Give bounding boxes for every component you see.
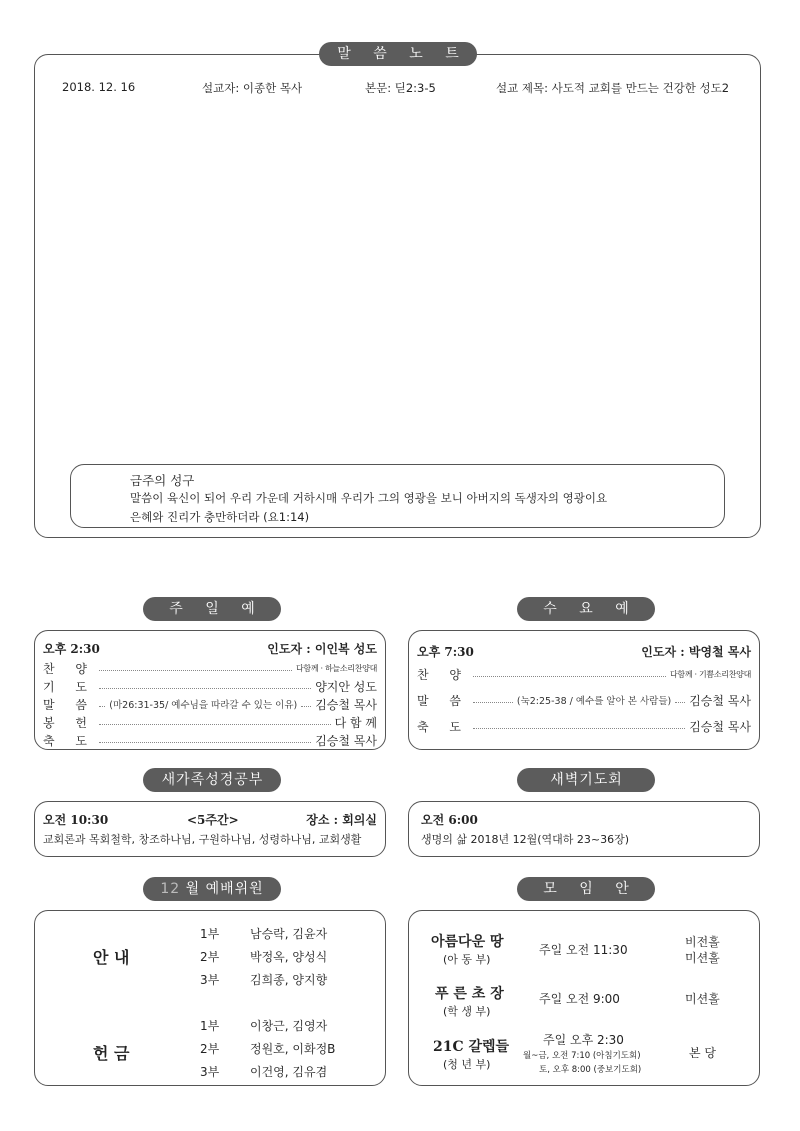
sermon-preacher: 설교자: 이종한 목사 — [202, 81, 303, 95]
sermon-title: 설교 제목: 사도적 교회를 만드는 건강한 성도2 — [496, 81, 730, 95]
family-study-time: 오전 10:30 — [43, 813, 109, 827]
committee-part: 3부 — [200, 1065, 220, 1079]
order-row — [43, 695, 377, 713]
order-label-char: 씀 — [75, 697, 87, 712]
order-row — [417, 665, 751, 683]
sunday-service-box — [34, 630, 386, 750]
order-scripture: (눅2:25-38 / 예수를 알아 본 사람들) — [516, 696, 672, 707]
order-label-char: 말 — [43, 697, 55, 712]
wednesday-service-title: 수 요 예 배 — [517, 597, 655, 621]
family-study-weeks: <5주간> — [187, 813, 239, 827]
family-study-topics: 교회론과 목회철학, 창조하나님, 구원하나님, 성령하나님, 교회생활 — [43, 833, 362, 846]
order-person: 다함께 · 기쁨소리찬양대 — [669, 669, 751, 679]
dot-leader — [301, 706, 311, 707]
order-label-char: 찬 — [417, 667, 429, 682]
dawn-time: 오전 6:00 — [421, 813, 478, 827]
dot-leader — [473, 676, 666, 677]
meetings-title: 모 임 안 내 — [517, 877, 655, 901]
meeting-time: 주일 오전 11:30 — [539, 943, 628, 957]
meeting-sub: (학 생 부) — [443, 1005, 491, 1018]
meeting-sub: (아 동 부) — [443, 953, 491, 966]
meeting-schedule-saturday: 토, 오후 8:00 (중보기도회) — [539, 1065, 642, 1075]
committee-names: 이건영, 김유겸 — [250, 1065, 328, 1079]
order-label — [43, 714, 95, 731]
wednesday-time: 오후 7:30 — [417, 645, 474, 659]
order-label — [43, 660, 95, 677]
order-label — [417, 718, 469, 735]
order-row — [43, 731, 377, 749]
sunday-time: 오후 2:30 — [43, 642, 100, 656]
weekly-verse-line2: 은혜와 진리가 충만하더라 (요1:14) — [130, 510, 310, 524]
order-row — [43, 659, 377, 677]
committee-names: 김희종, 양지향 — [250, 973, 328, 987]
sermon-passage: 본문: 딛2:3-5 — [365, 81, 436, 95]
meeting-time: 주일 오전 9:00 — [539, 992, 620, 1006]
order-person: 다함께 · 하늘소리찬양대 — [295, 663, 377, 673]
committee-names: 남승락, 김윤자 — [250, 927, 328, 941]
sunday-leader: 인도자 : 이인복 성도 — [267, 642, 377, 656]
meeting-sub: (청 년 부) — [443, 1058, 491, 1071]
order-label-char: 양 — [449, 667, 461, 682]
order-person: 김승철 목사 — [689, 719, 751, 734]
wednesday-leader: 인도자 : 박영철 목사 — [641, 645, 751, 659]
meeting-time: 주일 오후 2:30 — [543, 1033, 624, 1047]
order-person: 김승철 목사 — [689, 693, 751, 708]
order-label-char: 축 — [43, 733, 55, 748]
order-row — [43, 677, 377, 695]
order-label-char: 도 — [75, 679, 87, 694]
dot-leader — [99, 688, 311, 689]
committee-title — [143, 877, 281, 901]
dot-leader — [99, 742, 311, 743]
order-label-char: 봉 — [43, 715, 55, 730]
meeting-place: 미션홀 — [685, 951, 720, 965]
sunday-service-title: 주 일 예 배 — [143, 597, 281, 621]
order-label — [417, 692, 469, 709]
order-person: 김승철 목사 — [315, 697, 377, 712]
order-label-char: 헌 — [75, 715, 87, 730]
meeting-name: 아름다운 땅 — [431, 934, 504, 950]
order-label-char: 축 — [417, 719, 429, 734]
order-label-char: 찬 — [43, 661, 55, 676]
meeting-place: 본 당 — [689, 1046, 716, 1060]
committee-part: 2부 — [200, 950, 220, 964]
wednesday-service-box — [408, 630, 760, 750]
meeting-schedule-weekday: 월~금, 오전 7:10 (아침기도회) — [523, 1051, 641, 1061]
order-row — [417, 717, 751, 735]
order-row — [43, 713, 377, 731]
committee-part: 2부 — [200, 1042, 220, 1056]
committee-names: 이창근, 김영자 — [250, 1019, 328, 1033]
order-person: 양지안 성도 — [315, 679, 377, 694]
weekly-verse-line1: 말씀이 육신이 되어 우리 가운데 거하시매 우리가 그의 영광을 보니 아버지의 독생자의 영광이요 — [130, 491, 608, 505]
weekly-verse-heading: 금주의 성구 — [130, 473, 195, 488]
sermon-note-title: 말 씀 노 트 — [319, 42, 477, 66]
family-study-title: 새가족성경공부 — [143, 768, 281, 792]
order-row — [417, 691, 751, 709]
committee-group-label: 헌 금 — [93, 1044, 130, 1063]
committee-names: 박정옥, 양성식 — [250, 950, 328, 964]
meetings-box — [408, 910, 760, 1086]
meeting-name: 21C 갈렙들 — [433, 1039, 510, 1055]
dawn-desc: 생명의 삶 2018년 12월(역대하 23~36장) — [421, 833, 630, 846]
order-label — [417, 666, 469, 683]
order-label-char: 말 — [417, 693, 429, 708]
order-label — [43, 696, 95, 713]
order-label-char: 씀 — [449, 693, 461, 708]
order-person: 김승철 목사 — [315, 733, 377, 748]
meeting-place: 비전홀 — [685, 935, 720, 949]
committee-month: 12 — [160, 881, 181, 897]
dot-leader — [99, 724, 331, 725]
family-study-box — [34, 801, 386, 857]
order-label-char: 도 — [449, 719, 461, 734]
dot-leader — [675, 702, 685, 703]
order-person: 다 함 께 — [334, 715, 377, 730]
order-label — [43, 732, 95, 749]
meeting-name: 푸 른 초 장 — [435, 986, 504, 1002]
dawn-prayer-box — [408, 801, 760, 857]
dot-leader — [473, 728, 685, 729]
dawn-prayer-title: 새벽기도회 — [517, 768, 655, 792]
committee-title-text: 월 예배위원 — [180, 881, 264, 897]
dot-leader — [99, 670, 292, 671]
meeting-place: 미션홀 — [685, 992, 720, 1006]
family-study-place: 장소 : 회의실 — [306, 813, 377, 827]
committee-part: 1부 — [200, 927, 220, 941]
order-label-char: 양 — [75, 661, 87, 676]
dot-leader — [99, 706, 105, 707]
order-scripture: (마26:31-35/ 예수님을 따라갈 수 있는 이유) — [109, 700, 298, 711]
committee-group-label: 안 내 — [93, 948, 130, 967]
sermon-date: 2018. 12. 16 — [62, 80, 136, 94]
order-label — [43, 678, 95, 695]
dot-leader — [473, 702, 513, 703]
committee-part: 1부 — [200, 1019, 220, 1033]
committee-box — [34, 910, 386, 1086]
committee-part: 3부 — [200, 973, 220, 987]
order-label-char: 기 — [43, 679, 55, 694]
committee-names: 정원호, 이화정B — [250, 1042, 336, 1056]
order-label-char: 도 — [75, 733, 87, 748]
